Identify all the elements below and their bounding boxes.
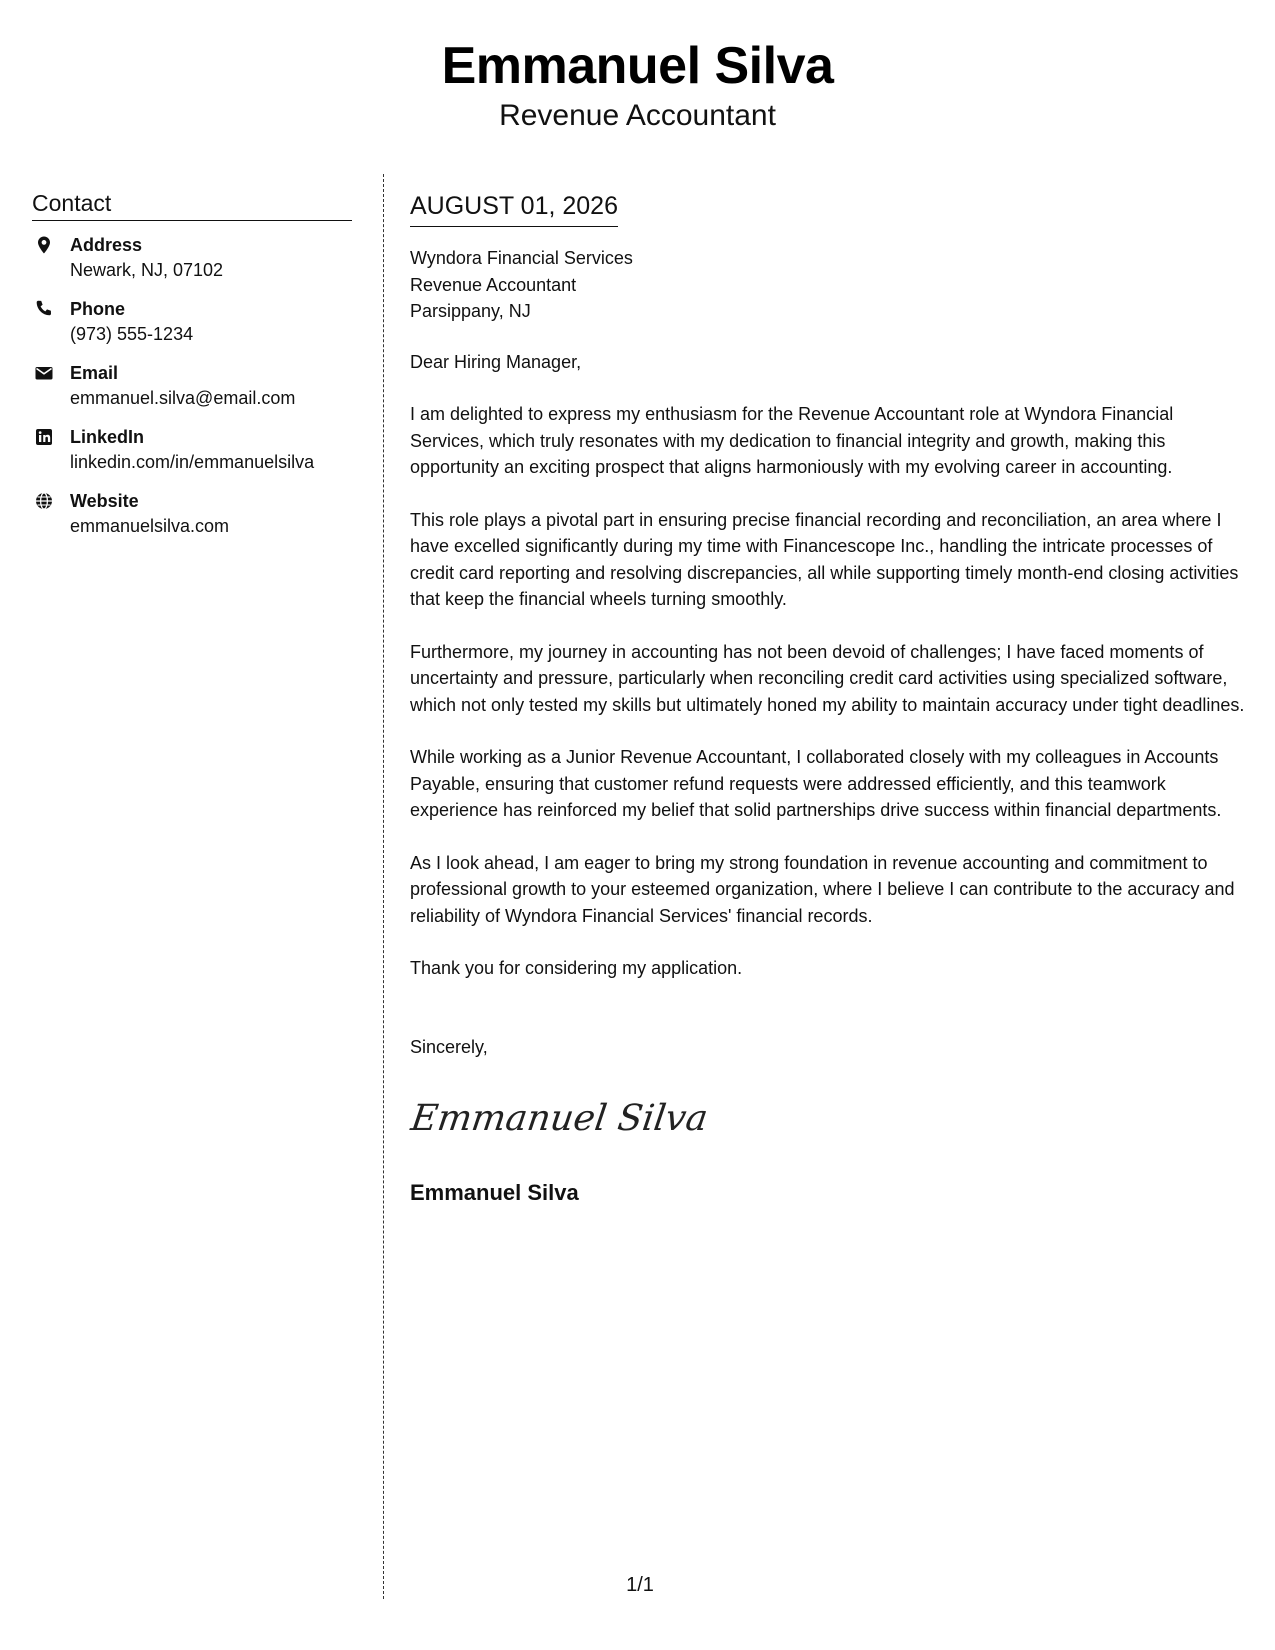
closing: Sincerely,: [410, 1036, 488, 1057]
applicant-name: Emmanuel Silva: [441, 37, 834, 95]
contact-heading: Contact: [32, 188, 352, 221]
letter-header: [0, 36, 1275, 134]
envelope-icon: [34, 363, 54, 383]
email-value[interactable]: emmanuel.silva@email.com: [70, 388, 296, 408]
contact-list: [32, 233, 352, 539]
phone-value[interactable]: (973) 555-1234: [70, 324, 194, 344]
contact-sidebar: [32, 188, 352, 553]
recipient-position: Revenue Accountant: [410, 274, 577, 295]
globe-icon: [34, 491, 54, 511]
paragraph-thanks: Thank you for considering my application.: [410, 958, 743, 978]
paragraph: I am delighted to express my enthusiasm for the Revenue Accountant role at Wyndora Financial Services, which truly resonates with my dedication to financial integrity and growth, making this opportunity an exciting prospect that aligns harmoniously with my evolving career in accounting.: [410, 404, 1174, 477]
contact-item-address: [32, 233, 352, 283]
contact-label: Address: [70, 235, 143, 255]
linkedin-value[interactable]: linkedin.com/in/emmanuelsilva: [70, 452, 315, 472]
letter-date: AUGUST 01, 2026: [410, 190, 618, 227]
address-value: Newark, NJ, 07102: [70, 260, 224, 280]
map-pin-icon: [34, 235, 54, 255]
contact-label: Website: [70, 491, 139, 511]
column-divider: [383, 174, 384, 1599]
contact-item-email: [32, 361, 352, 411]
contact-label: LinkedIn: [70, 427, 145, 447]
applicant-title: Revenue Accountant: [499, 99, 776, 132]
website-value[interactable]: emmanuelsilva.com: [70, 516, 230, 536]
paragraph: This role plays a pivotal part in ensuring precise financial recording and reconciliation, an area where I have excelled significantly during my time with Financescope Inc., handling the intricate processes of credit card reporting and resolving discrepancies, all while supporting timely month-end closing activities that keep the financial wheels turning smoothly.: [410, 509, 1239, 609]
linkedin-icon: [34, 427, 54, 447]
recipient-company: Wyndora Financial Services: [410, 248, 633, 268]
contact-item-linkedin: [32, 425, 352, 475]
recipient-location: Parsippany, NJ: [410, 301, 531, 321]
signature-text: Emmanuel Silva: [408, 1096, 711, 1139]
recipient-block: [410, 245, 1250, 325]
salutation: Dear Hiring Manager,: [410, 351, 582, 372]
signature-image: [408, 1086, 711, 1146]
letter-body: [410, 190, 1250, 1208]
contact-item-phone: [32, 297, 352, 347]
paragraph: As I look ahead, I am eager to bring my strong foundation in revenue accounting and commitment to professional growth to your esteemed organization, where I believe I can contribute to the accuracy and reliability of Wyndora Financial Services' financial records.: [410, 852, 1235, 926]
signer-name: Emmanuel Silva: [410, 1179, 579, 1205]
paragraph: While working as a Junior Revenue Accountant, I collaborated closely with my colleagues in Accounts Payable, ensuring that customer refund requests were addressed efficiently, and this teamwork experience has reinforced my belief that solid partnerships drive success within financial departments.: [410, 747, 1222, 820]
contact-item-website: [32, 489, 352, 539]
paragraph: Furthermore, my journey in accounting has not been devoid of challenges; I have faced moments of uncertainty and pressure, particularly when reconciling credit card activities using specialized software, which not only tested my skills but ultimately honed my ability to maintain accuracy under tight deadlines.: [410, 641, 1245, 715]
contact-label: Phone: [70, 299, 126, 319]
contact-label: Email: [70, 363, 119, 383]
page-number: 1/1: [626, 1574, 654, 1596]
phone-icon: [34, 299, 54, 319]
